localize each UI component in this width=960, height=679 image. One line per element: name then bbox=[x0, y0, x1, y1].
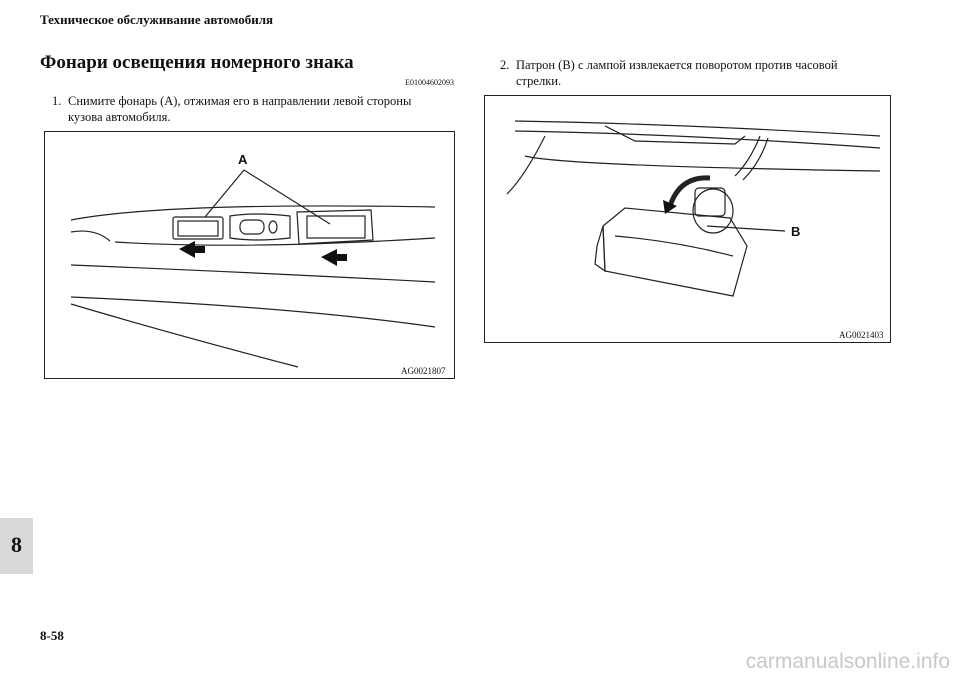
step-text-line-1: Снимите фонарь (A), отжимая его в направлении левой стороны bbox=[68, 94, 412, 108]
callout-a: A bbox=[238, 152, 248, 167]
illustration-socket-removal bbox=[485, 96, 892, 344]
page-number: 8-58 bbox=[40, 628, 64, 643]
step-2 bbox=[500, 57, 920, 91]
step-text-line-2: кузова автомобиля. bbox=[68, 110, 171, 124]
section-title: Фонари освещения номерного знака bbox=[40, 52, 354, 73]
step-number: 1. bbox=[52, 94, 62, 108]
step-number: 2. bbox=[500, 58, 510, 72]
watermark: carmanualsonline.info bbox=[745, 650, 950, 673]
figure-code: AG0021403 bbox=[839, 330, 884, 340]
step-text-line-1: Патрон (B) с лампой извлекается поворотом против часовой bbox=[516, 58, 838, 72]
chapter-tab bbox=[0, 518, 33, 574]
callout-b: B bbox=[791, 224, 801, 239]
section-code: E01004602093 bbox=[405, 78, 454, 87]
illustration-lamp-removal bbox=[45, 132, 456, 380]
figure-code: AG0021807 bbox=[401, 366, 446, 376]
chapter-number: 8 bbox=[11, 532, 22, 557]
figure-socket-removal bbox=[484, 95, 891, 343]
step-1 bbox=[52, 93, 462, 127]
figure-license-lamp-removal bbox=[44, 131, 455, 379]
step-text-line-2: стрелки. bbox=[516, 74, 562, 88]
running-header: Техническое обслуживание автомобиля bbox=[40, 12, 274, 27]
